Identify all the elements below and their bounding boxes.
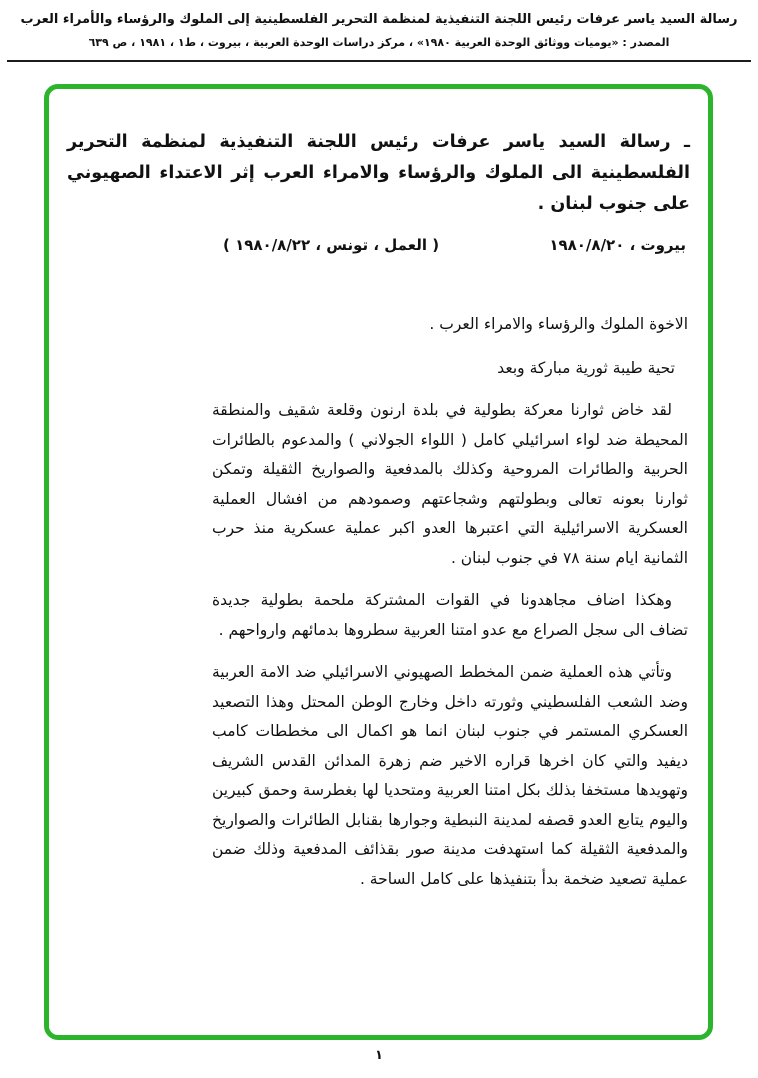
paragraph-2: وهكذا اضاف مجاهدونا في القوات المشتركة ملحمة بطولية جديدة تضاف الى سجل الصراع مع عدو امتنا العربية سطروها بدمائهم وارواحهم .: [212, 591, 688, 639]
greeting: تحية طيبة ثورية مباركة وبعد: [497, 358, 675, 377]
paragraph-3: وتأتي هذه العملية ضمن المخطط الصهيوني الاسرائيلي ضد الامة العربية وضد الشعب الفلسطيني وثورته داخل وخارج الوطن المحتل وهذا التصعيد العسكري المستمر في جنوب لبنان انما هو اكمال الى مخططات كامب ديفيد والتي كان اخرها قراره الاخير ضم زهرة المدائن القدس الشريف وتهويدها مستخفا بذلك بكل امتنا العربية ومتحديا لها بغطرسة وحمق كبيرين واليوم يتابع العدو قصفه لمدينة النبطية وجوارها بقنابل الطائرات والصواريخ والمدفعية الثقيلة كما استهدفت مدينة صور بقذائف المدفعية وذلك ضمن عملية تصعيد ضخمة بدأ بتنفيذها على كامل الساحة .: [212, 663, 688, 888]
dateline-publication: ( العمل ، تونس ، ١٩٨٠/٨/٢٢ ): [223, 236, 440, 254]
header-source-line: المصدر : «يوميات ووثائق الوحدة العربية ١٩٨٠» ، مركز دراسات الوحدة العربية ، بيروت ، ط١ ، ١٩٨١ ، ص ٦٣٩: [88, 36, 670, 49]
dateline-place-date: بيروت ، ١٩٨٠/٨/٢٠: [549, 236, 686, 254]
letter-body: [212, 310, 688, 894]
paragraph-1: لقد خاض ثوارنا معركة بطولية في بلدة ارنون وقلعة شقيف والمنطقة المحيطة ضد لواء اسرائيلي كامل ( اللواء الجولاني ) والمدعوم بالطائرات الحربية والطائرات المروحية وكذلك بالمدفعية والصواريخ الثقيلة وتمكن ثوارنا بعونه تعالى وبطولتهم وشجاعتهم وصمودهم من افشال العملية العسكرية الاسرائيلية التي اعتبرها العدو اكبر عملية عسكرية منذ حرب الثمانية ايام سنة ٧٨ في جنوب لبنان .: [212, 401, 688, 567]
header-divider: [7, 60, 751, 62]
salutation: الاخوة الملوك والرؤساء والامراء العرب .: [429, 315, 688, 333]
page-header: [0, 12, 758, 49]
page-number: ١: [375, 1048, 383, 1063]
dateline: [65, 236, 692, 264]
letter-frame: [44, 84, 713, 1040]
header-title: رسالة السيد ياسر عرفات رئيس اللجنة التنفيذية لمنظمة التحرير الفلسطينية إلى الملوك والرؤساء والأمراء العرب: [20, 12, 738, 27]
letter-title: ـ رسالة السيد ياسر عرفات رئيس اللجنة التنفيذية لمنظمة التحرير الفلسطينية الى الملوك والرؤساء والامراء العرب إثر الاعتداء الصهيوني على جنوب لبنان .: [67, 132, 690, 214]
